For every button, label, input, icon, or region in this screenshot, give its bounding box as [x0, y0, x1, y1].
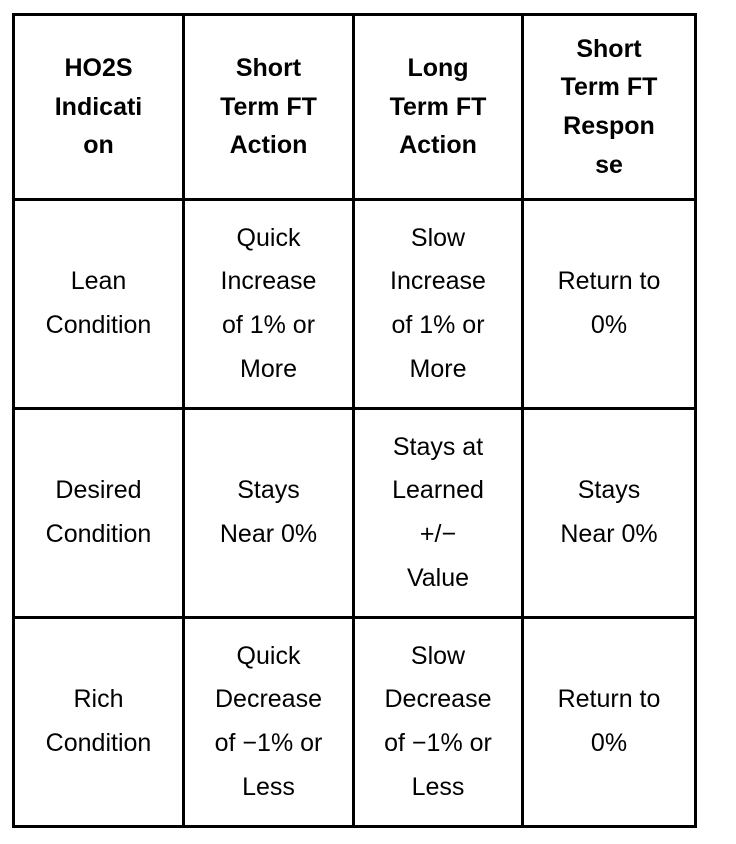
- cell-lean-short-term-response: Return to 0%: [523, 200, 696, 409]
- header-short-term-ft-response: Short Term FT Respon se: [523, 15, 696, 200]
- cell-desired-short-term-response: Stays Near 0%: [523, 409, 696, 618]
- table-row-rich: [14, 618, 696, 827]
- cell-lean-indication: Lean Condition: [14, 200, 184, 409]
- cell-desired-long-term-action: Stays at Learned +/− Value: [354, 409, 523, 618]
- cell-desired-indication: Desired Condition: [14, 409, 184, 618]
- table-row-lean: [14, 200, 696, 409]
- header-long-term-ft-action: Long Term FT Action: [354, 15, 523, 200]
- cell-rich-long-term-action: Slow Decrease of −1% or Less: [354, 618, 523, 827]
- fuel-trim-table: [12, 13, 697, 828]
- header-short-term-ft-action: Short Term FT Action: [184, 15, 354, 200]
- cell-desired-short-term-action: Stays Near 0%: [184, 409, 354, 618]
- header-row: [14, 15, 696, 200]
- cell-lean-short-term-action: Quick Increase of 1% or More: [184, 200, 354, 409]
- cell-rich-short-term-response: Return to 0%: [523, 618, 696, 827]
- cell-rich-short-term-action: Quick Decrease of −1% or Less: [184, 618, 354, 827]
- cell-rich-indication: Rich Condition: [14, 618, 184, 827]
- cell-lean-long-term-action: Slow Increase of 1% or More: [354, 200, 523, 409]
- header-ho2s-indication: HO2S Indicati on: [14, 15, 184, 200]
- table-row-desired: [14, 409, 696, 618]
